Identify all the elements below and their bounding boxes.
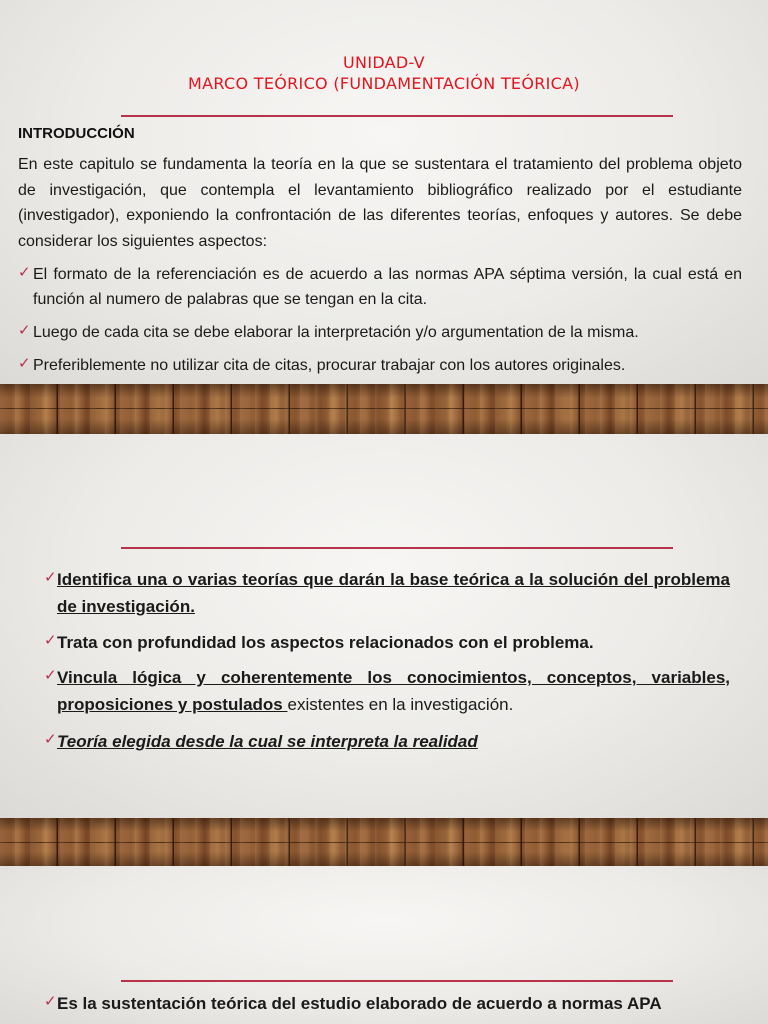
list-item [44,728,730,755]
slide-3 [0,866,768,1024]
list-item-text: Identifica una o varias teorías que darán la base teórica a la solución del problema de investigación. [57,570,730,616]
list-item [44,566,730,620]
checkmark-icon: ✓ [18,263,31,281]
title-divider [121,980,673,982]
title-divider [121,547,673,549]
list-item [44,664,730,718]
list-item [44,629,730,656]
list-item-text [44,664,730,718]
list-item-text: Preferiblemente no utilizar cita de citas, procurar trabajar con los autores originales. [33,357,626,374]
checkmark-icon: ✓ [44,992,57,1010]
checkmark-icon: ✓ [18,321,31,339]
intro-paragraph: En este capitulo se fundamenta la teoría en la que se sustentara el tratamiento del problema objeto de investigación, que contempla el levantamiento bibliográfico realizado por el estudiante (investigador), exponiendo la confrontación de las diferentes teorías, enfoques y autores. Se debe considerar los siguientes aspectos: [18,156,742,250]
unit-title: UNIDAD-V [343,53,425,72]
list-item [18,262,742,312]
list-item-text: Teoría elegida desde la cual se interpreta la realidad [57,732,478,751]
title-divider [121,115,673,117]
list-item-text: Trata con profundidad los aspectos relacionados con el problema. [57,633,594,652]
list-item [18,353,742,378]
checkmark-icon: ✓ [44,568,57,586]
list-item-text: El formato de la referenciación es de acuerdo a las normas APA séptima versión, la cual está en función al numero de palabras que se tengan en la cita. [33,266,742,308]
list-item-bold-text: Vincula lógica y coherentemente los conocimientos, conceptos, variables, proposiciones y postulados [57,668,730,714]
list-item-plain-text: existentes en la investigación. [287,695,514,714]
checkmark-icon: ✓ [44,631,57,649]
list-item [18,320,742,345]
checkmark-icon: ✓ [44,730,57,748]
intro-heading: INTRODUCCIÓN [18,125,135,142]
wood-floor-decoration [0,384,768,434]
wood-floor-decoration [0,818,768,866]
list-item-text: Luego de cada cita se debe elaborar la interpretación y/o argumentation de la misma. [33,324,639,341]
list-item-text: Es la sustentación teórica del estudio elaborado de acuerdo a normas APA [57,994,662,1013]
slide-1 [0,0,768,384]
list-item [44,990,730,1017]
checkmark-icon: ✓ [18,354,31,372]
checkmark-icon: ✓ [44,666,57,684]
slide-2 [0,434,768,818]
section-title: MARCO TEÓRICO (FUNDAMENTACIÓN TEÓRICA) [188,74,580,93]
